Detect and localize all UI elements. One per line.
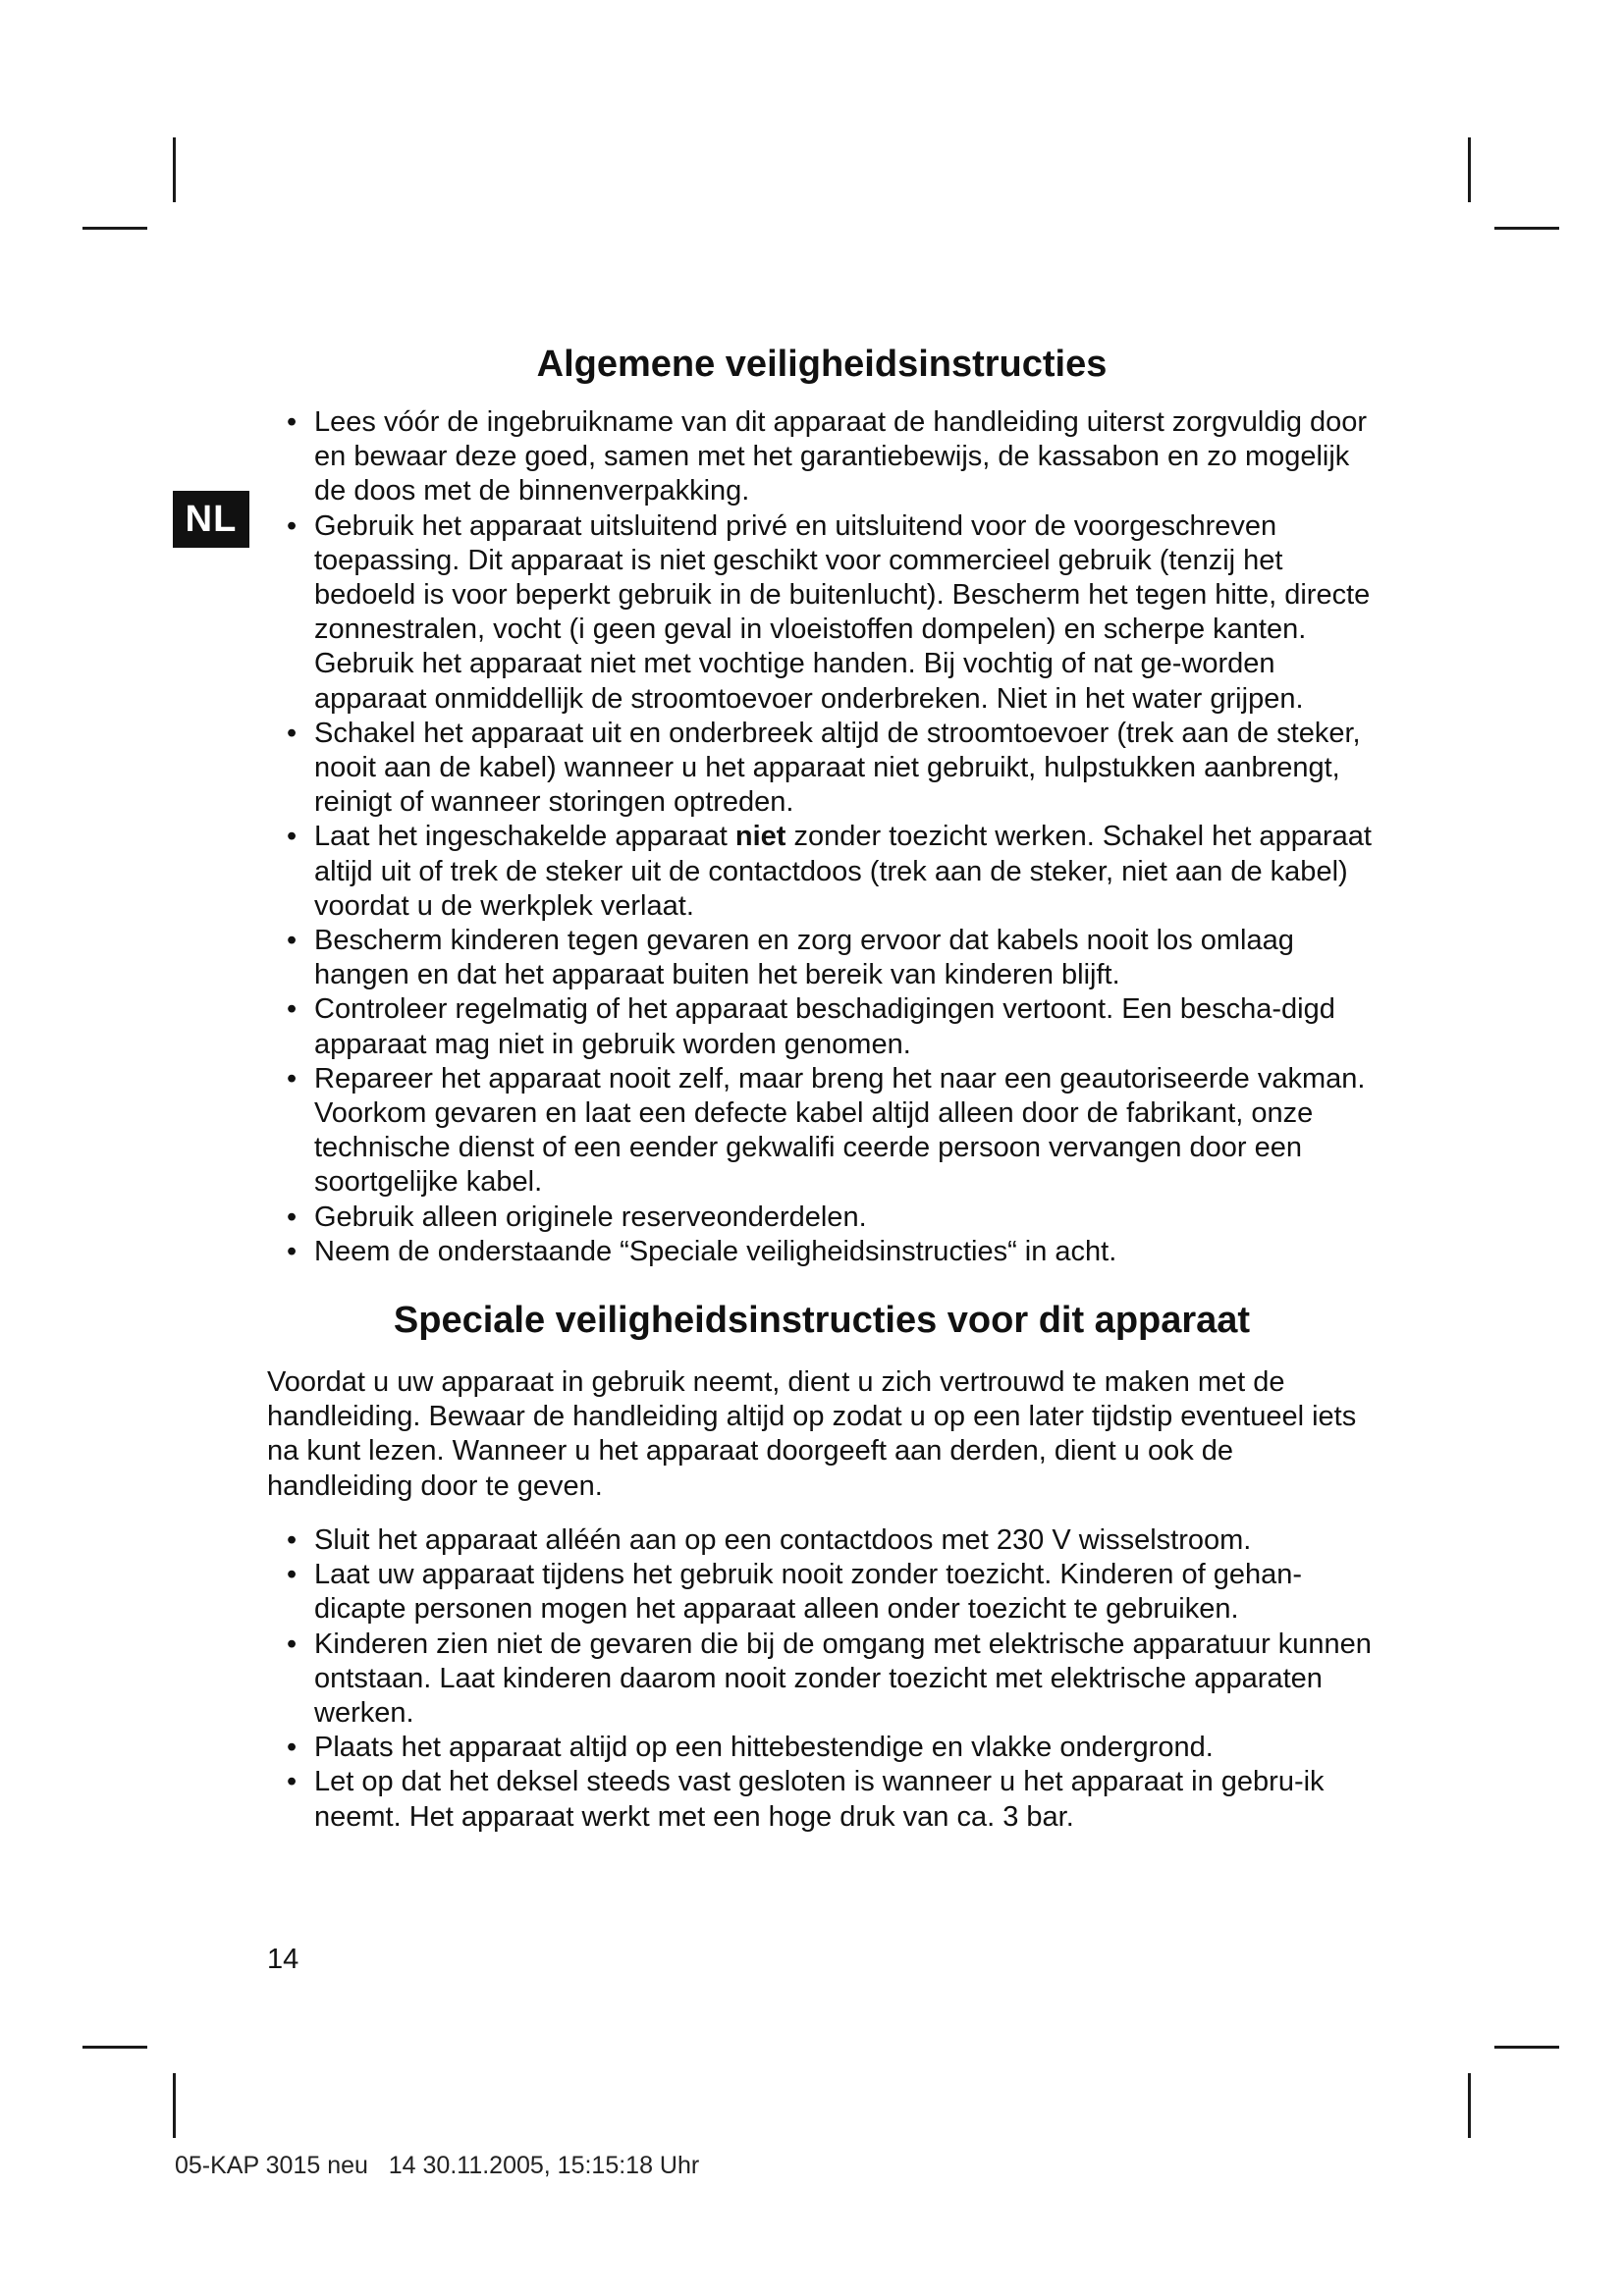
- crop-mark-top-right-vertical: [1468, 137, 1471, 202]
- crop-mark-top-left-horizontal: [82, 227, 147, 230]
- page-number: 14: [267, 1944, 299, 1975]
- general-safety-list: [267, 405, 1377, 1269]
- special-safety-intro: Voordat u uw apparaat in gebruik neemt, dient u zich vertrouwd te maken met de handleiding. Bewaar de handleiding altijd op zodat u op een later tijdstip eventueel iets na kunt lezen. Wanneer u het apparaat doorgeeft aan derden, dient u ook de handleiding door te geven.: [267, 1366, 1357, 1502]
- list-item: • Repareer het apparaat nooit zelf, maar breng het naar een geautoriseerde vakman. Voorkom gevaren en laat een defecte kabel altijd alleen door de fabrikant, onze technische dienst of een eender gekwalifi ceerde persoon vervangen door een soortgelijke kabel.: [287, 1062, 1366, 1199]
- crop-mark-bottom-right-vertical: [1468, 2073, 1471, 2138]
- list-item: • Laat uw apparaat tijdens het gebruik nooit zonder toezicht. Kinderen of gehan-dicapte personen mogen het apparaat alleen onder toezicht te gebruiken.: [287, 1559, 1303, 1626]
- section-title-special-safety: Speciale veiligheidsinstructies voor dit apparaat: [393, 1300, 1251, 1342]
- list-item: • Neem de onderstaande “Speciale veiligheidsinstructies“ in acht.: [287, 1235, 1117, 1267]
- list-item: • Bescherm kinderen tegen gevaren en zorg ervoor dat kabels nooit los omlaag hangen en dat het apparaat buiten het bereik van kinderen blijft.: [287, 925, 1294, 991]
- list-item: • Lees vóór de ingebruikname van dit apparaat de handleiding uiterst zorgvuldig door en bewaar deze goed, samen met het garantiebewijs, de kassabon en zo mogelijk de doos met de binnenverpakking.: [287, 406, 1368, 507]
- list-item: • Plaats het apparaat altijd op een hittebestendige en vlakke ondergrond.: [287, 1732, 1214, 1764]
- special-safety-list: [267, 1523, 1377, 1835]
- print-footer: 05-KAP 3015 neu 14 30.11.2005, 15:15:18 Uhr: [175, 2152, 700, 2179]
- list-item: • Let op dat het deksel steeds vast gesloten is wanneer u het apparaat in gebru-ik neemt. Het apparaat werkt met een hoge druk van ca. 3 bar.: [287, 1766, 1325, 1833]
- crop-mark-bottom-left-horizontal: [82, 2046, 147, 2049]
- crop-mark-bottom-right-horizontal: [1494, 2046, 1559, 2049]
- list-item: • Kinderen zien niet de gevaren die bij de omgang met elektrische apparatuur kunnen ontstaan. Laat kinderen daarom nooit zonder toezicht met elektrische apparaten werken.: [287, 1628, 1372, 1729]
- language-tab: NL: [173, 491, 249, 548]
- list-item: • Schakel het apparaat uit en onderbreek altijd de stroomtoevoer (trek aan de steker, nooit aan de kabel) wanneer u het apparaat niet gebruikt, hulpstukken aanbrengt, reinigt of wanneer storingen optreden.: [287, 717, 1361, 819]
- list-item: • Controleer regelmatig of het apparaat beschadigingen vertoont. Een bescha-digd apparaat mag niet in gebruik worden genomen.: [287, 993, 1335, 1060]
- section-title-general-safety: Algemene veiligheidsinstructies: [536, 344, 1108, 385]
- list-item: • Laat het ingeschakelde apparaat niet zonder toezicht werken. Schakel het apparaat altijd uit of trek de steker uit de contactdoos (trek aan de steker, niet aan de kabel) voordat u de werkplek verlaat.: [287, 821, 1372, 922]
- crop-mark-top-left-vertical: [173, 137, 176, 202]
- list-item: • Gebruik alleen originele reserveonderdelen.: [287, 1201, 867, 1233]
- crop-mark-bottom-left-vertical: [173, 2073, 176, 2138]
- list-item: • Gebruik het apparaat uitsluitend privé en uitsluitend voor de voorgeschreven toepassing. Dit apparaat is niet geschikt voor commercieel gebruik (tenzij het bedoeld is voor beperkt gebruik in de buitenlucht). Bescherm het tegen hitte, directe zonnestralen, vocht (i geen geval in vloeistoffen dompelen) en scherpe kanten. Gebruik het apparaat niet met vochtige handen. Bij vochtig of nat ge-worden apparaat onmiddellijk de stroomtoevoer onderbreken. Niet in het water grijpen.: [287, 509, 1371, 715]
- crop-mark-top-right-horizontal: [1494, 227, 1559, 230]
- page-content: [267, 339, 1377, 1835]
- emphasis-not: niet: [734, 821, 786, 853]
- list-item: • Sluit het apparaat alléén aan op een contactdoos met 230 V wisselstroom.: [287, 1523, 1252, 1556]
